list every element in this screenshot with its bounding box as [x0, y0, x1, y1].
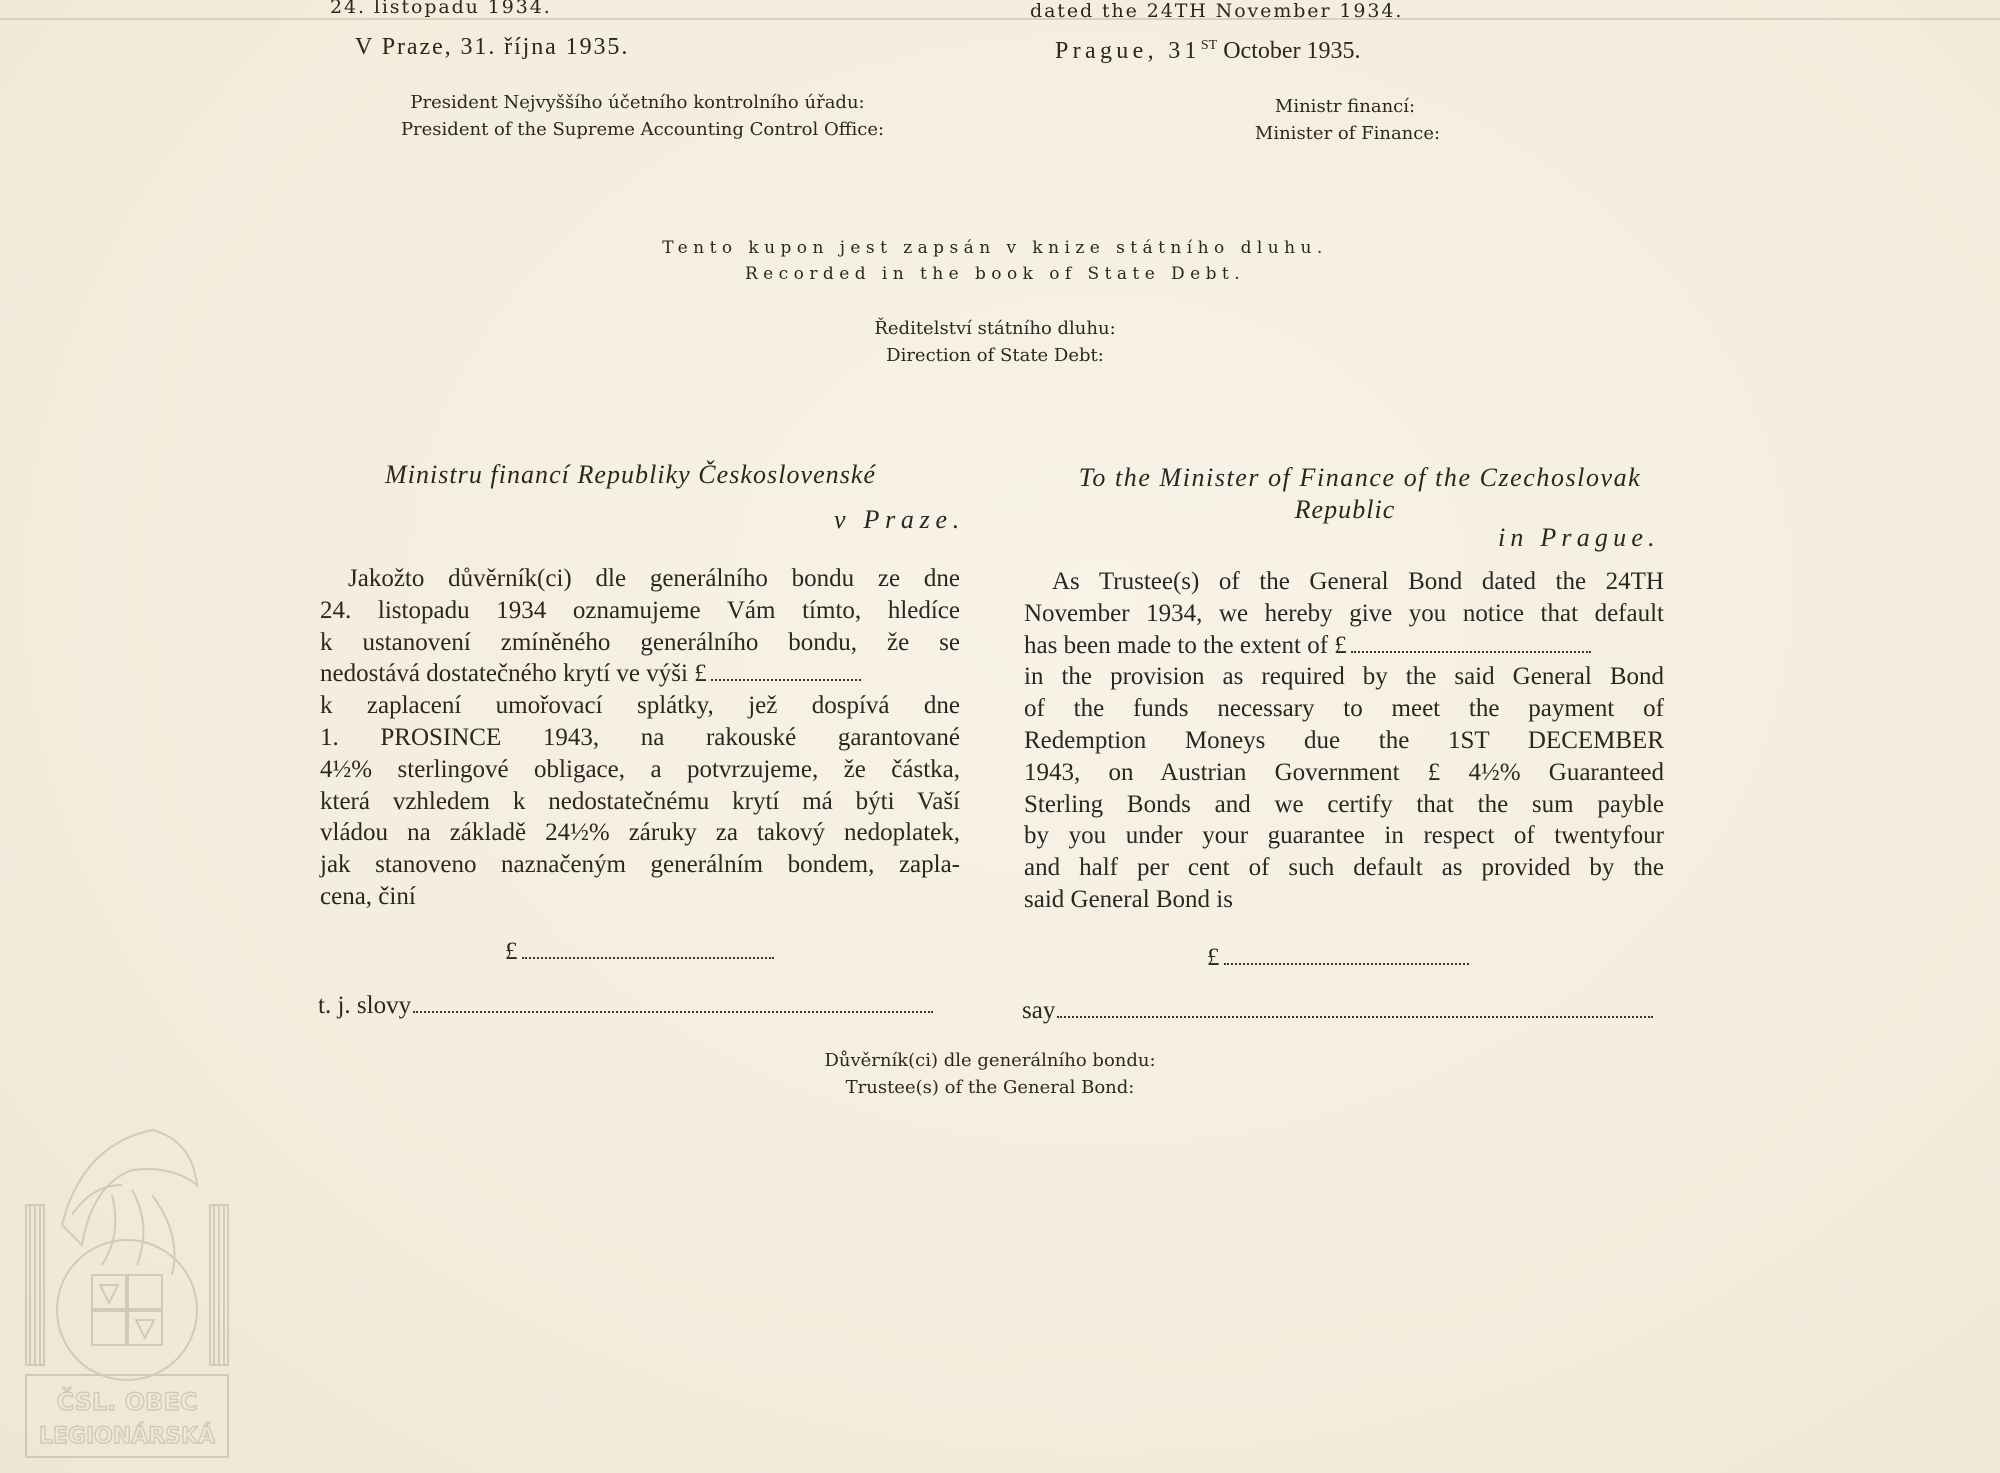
right-line-7: 1943, on Austrian Government £ 4½% Guaranteed	[1024, 758, 1664, 786]
right-line-9: by you under your guarantee in respect of twentyfour	[1024, 822, 1664, 850]
right-line-3-text: has been made to the extent of £	[1024, 631, 1347, 659]
direction-state-debt-en: Direction of State Debt:	[886, 345, 1104, 366]
right-line-1: As Trustee(s) of the General Bond dated the 24TH	[1052, 568, 1664, 595]
right-address-2: Republic	[1294, 495, 1396, 524]
left-line-3: k ustanovení zmíněného generálního bondu, že se	[320, 628, 960, 656]
right-place: in Prague.	[1498, 523, 1660, 552]
cz-bond-date-line: 24. listopadu 1934.	[330, 0, 552, 18]
left-pound-sign: £	[505, 938, 518, 965]
left-amount-blank	[711, 661, 861, 681]
left-line-5: k zaplacení umořovací splátky, jež dospívá dne	[320, 692, 960, 720]
left-line-8: která vzhledem k nedostatečnému krytí má býti Vaší	[320, 787, 960, 815]
right-pound-sign: £	[1207, 944, 1220, 971]
left-line-6: 1. PROSINCE 1943, na rakouské garantované	[320, 723, 960, 751]
cz-place-date: V Praze, 31. října 1935.	[355, 34, 630, 60]
right-words-field	[1057, 998, 1653, 1018]
signatory-right-cz: Ministr financí:	[1274, 96, 1416, 117]
record-statement-en: Recorded in the book of State Debt.	[744, 264, 1246, 284]
left-line-11: cena, činí	[320, 882, 416, 910]
right-amount-field	[1224, 945, 1469, 965]
right-words-row	[1022, 997, 1653, 1025]
signatory-left-en: President of the Supreme Accounting Control Office:	[400, 119, 885, 140]
right-line-4: in the provision as required by the said General Bond	[1024, 663, 1664, 691]
en-bond-date-line: dated the 24TH November 1934.	[1030, 0, 1404, 22]
right-line-3	[1024, 630, 1664, 662]
signatory-left-cz: President Nejvyššího účetního kontrolního úřadu:	[410, 92, 865, 113]
right-address-1: To the Minister of Finance of the Czechoslovak	[1078, 463, 1642, 492]
en-place-date-main: Prague, 31	[1055, 38, 1201, 64]
left-line-10: jak stanoveno naznačeným generálním bondem, zapla-	[320, 851, 960, 879]
right-line-2: November 1934, we hereby give you notice that default	[1024, 599, 1664, 627]
seal-text-line-2: LEGIONÁRSKÁ	[38, 1424, 216, 1449]
right-line-5: of the funds necessary to meet the payment of	[1024, 695, 1664, 723]
left-line-7: 4½% sterlingové obligace, a potvrzujeme, že částka,	[320, 755, 960, 783]
direction-state-debt-cz: Ředitelství státního dluhu:	[874, 318, 1116, 339]
left-words-row	[318, 992, 933, 1020]
seal-helmet-shape	[62, 1130, 197, 1245]
left-line-4	[320, 658, 960, 690]
left-body-text	[320, 563, 960, 913]
right-amount-blank	[1351, 633, 1591, 653]
left-words-label: t. j. slovy	[318, 992, 412, 1019]
left-line-9: vládou na základě 24½% záruky za takový nedoplatek,	[320, 819, 960, 847]
en-place-date	[1055, 38, 1361, 65]
left-line-4-text: nedostává dostatečného krytí ve výši £	[320, 660, 707, 688]
cut-line	[0, 18, 2000, 20]
right-line-6: Redemption Moneys due the 1ST DECEMBER	[1024, 726, 1664, 754]
left-address: Ministru financí Republiky Československé	[385, 460, 877, 489]
legion-emboss-seal	[22, 1125, 232, 1460]
left-line-2: 24. listopadu 1934 oznamujeme Vám tímto, hledíce	[320, 596, 960, 624]
trustee-caption-en: Trustee(s) of the General Bond:	[845, 1077, 1135, 1098]
en-place-date-sup: ST	[1200, 38, 1218, 53]
record-statement-cz: Tento kupon jest zapsán v knize státního dluhu.	[662, 238, 1328, 258]
right-line-10: and half per cent of such default as provided by the	[1024, 854, 1664, 882]
signatory-right-en: Minister of Finance:	[1254, 123, 1441, 144]
left-amount-row	[505, 938, 774, 966]
right-words-label: say	[1022, 997, 1056, 1024]
left-place: v Praze.	[834, 505, 965, 534]
left-words-field	[413, 993, 933, 1013]
left-amount-field	[522, 939, 774, 959]
left-line-1: Jakožto důvěrník(ci) dle generálního bondu ze dne	[348, 565, 960, 592]
right-line-8: Sterling Bonds and we certify that the sum payble	[1024, 790, 1664, 818]
en-place-date-rest: October 1935.	[1217, 38, 1361, 64]
right-body-text	[1024, 566, 1664, 916]
trustee-caption-cz: Důvěrník(ci) dle generálního bondu:	[824, 1050, 1156, 1071]
right-line-11: said General Bond is	[1024, 885, 1233, 913]
seal-text-line-1: ČSL. OBEC	[56, 1388, 198, 1416]
right-amount-row	[1207, 944, 1469, 972]
